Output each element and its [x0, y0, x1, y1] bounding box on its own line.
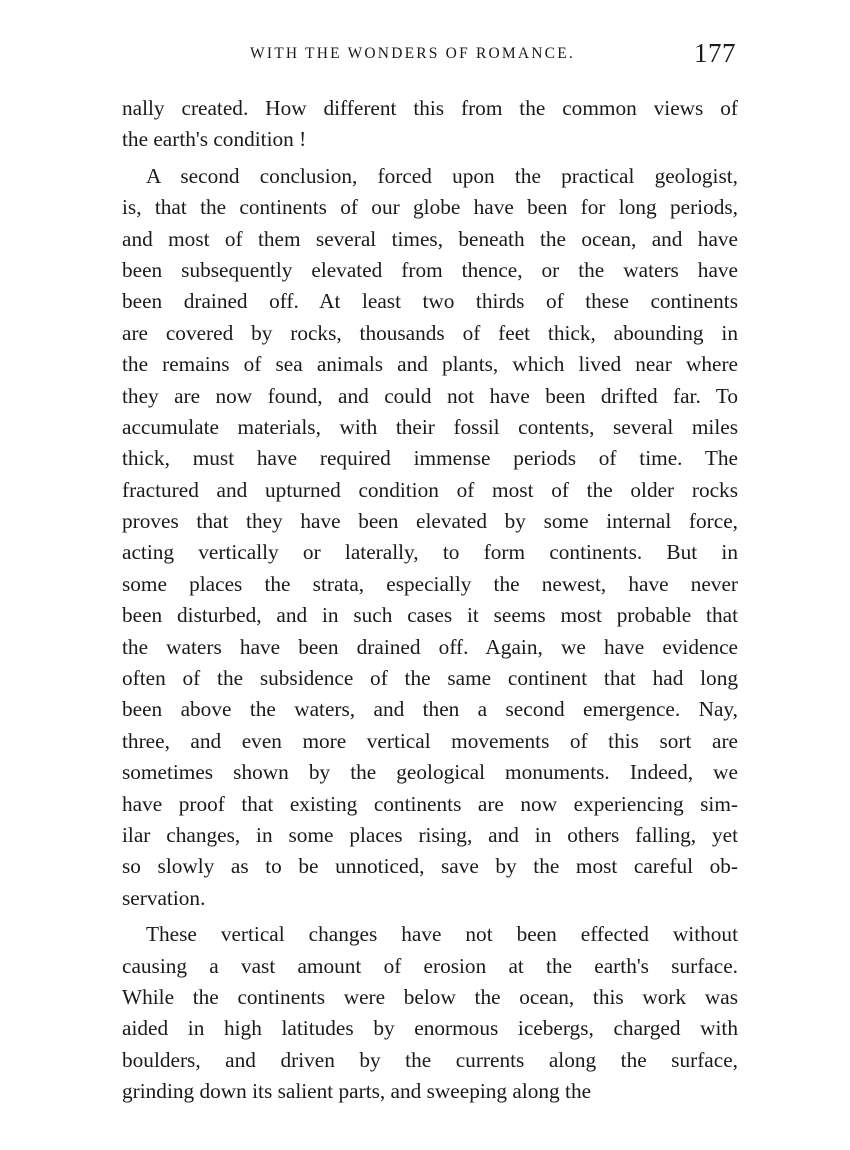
text-line: fractured and upturned condition of most of the older rocks	[122, 477, 738, 502]
running-head	[122, 38, 736, 78]
text-line: causing a vast amount of erosion at the earth's surface.	[122, 953, 738, 978]
text-line: are covered by rocks, thousands of feet thick, abounding in	[122, 320, 738, 345]
text-line: the earth's condition !	[122, 127, 307, 152]
paragraph	[122, 93, 738, 156]
text-line: nally created. How different this from the common views of	[122, 96, 738, 120]
text-line: A second conclusion, forced upon the practical geologist,	[146, 163, 738, 188]
paragraph	[122, 161, 738, 914]
text-line: These vertical changes have not been effected without	[146, 922, 738, 947]
text-line: aided in high latitudes by enormous icebergs, charged with	[122, 1016, 738, 1041]
text-line: ilar changes, in some places rising, and in others falling, yet	[122, 822, 738, 847]
text-line: servation.	[122, 885, 206, 910]
text-line: is, that the continents of our globe have been for long periods,	[122, 195, 738, 220]
text-line: and most of them several times, beneath the ocean, and have	[122, 226, 738, 251]
text-line: been subsequently elevated from thence, or the waters have	[122, 257, 738, 282]
text-line: boulders, and driven by the currents along the surface,	[122, 1047, 738, 1072]
body-text	[122, 93, 738, 1108]
paragraph	[122, 919, 738, 1107]
text-line: they are now found, and could not have been drifted far. To	[122, 383, 738, 408]
text-line: While the continents were below the ocean, this work was	[122, 984, 738, 1009]
text-line: been drained off. At least two thirds of these continents	[122, 289, 738, 314]
text-line: sometimes shown by the geological monuments. Indeed, we	[122, 760, 738, 785]
text-line: been above the waters, and then a second emergence. Nay,	[122, 697, 738, 722]
text-line: grinding down its salient parts, and sweeping along the	[122, 1079, 592, 1104]
text-line: three, and even more vertical movements of this sort are	[122, 728, 738, 753]
text-line: proves that they have been elevated by some internal force,	[122, 509, 738, 534]
text-line: often of the subsidence of the same continent that had long	[122, 666, 738, 691]
text-line: accumulate materials, with their fossil contents, several miles	[122, 414, 738, 439]
text-line: have proof that existing continents are now experiencing sim-	[122, 791, 738, 816]
text-line: so slowly as to be unnoticed, save by the most careful ob-	[122, 854, 738, 879]
text-line: acting vertically or laterally, to form continents. But in	[122, 540, 738, 565]
text-line: some places the strata, especially the newest, have never	[122, 571, 738, 596]
text-line: been disturbed, and in such cases it seems most probable that	[122, 603, 738, 628]
text-line: the remains of sea animals and plants, which lived near where	[122, 352, 738, 377]
running-title: WITH THE WONDERS OF ROMANCE.	[250, 45, 575, 62]
text-line: thick, must have required immense periods of time. The	[122, 446, 738, 471]
text-line: the waters have been drained off. Again, we have evidence	[122, 634, 738, 659]
page-number: 177	[694, 38, 736, 68]
